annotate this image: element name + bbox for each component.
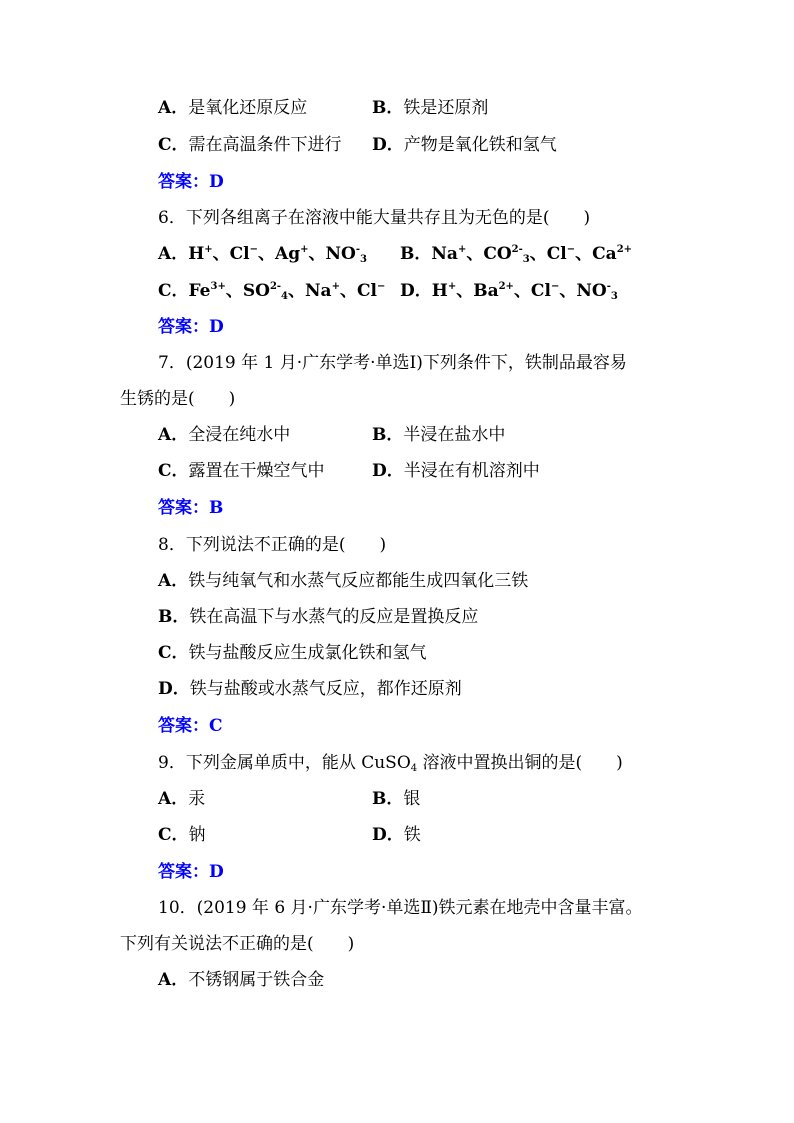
option-text: 不锈钢属于铁合金 [188, 970, 325, 990]
ion-list-a: H+、Cl−、Ag+、$NO^-_3$ [188, 244, 367, 265]
q5-option-a [158, 96, 307, 120]
option-text: 铁 [403, 825, 421, 845]
option-text: 铁与盐酸或水蒸气反应，都作还原剂 [189, 679, 462, 699]
q9-option-c [158, 823, 206, 847]
q8-option-d [158, 677, 462, 701]
option-letter: A． [158, 425, 189, 445]
option-letter: B． [158, 607, 190, 627]
option-letter: B． [372, 789, 404, 809]
stem-text: 溶液中置换出铜的是( ) [417, 753, 623, 773]
q10-stem-line1: 10．(2019 年 6 月·广东学考·单选Ⅱ)铁元素在地壳中含量丰富。 [158, 898, 643, 918]
option-text: 半浸在有机溶剂中 [403, 461, 540, 481]
option-text: 银 [403, 789, 421, 809]
answer-value: D [209, 172, 224, 192]
option-letter: B． [400, 244, 432, 264]
q9-stem [158, 751, 623, 775]
option-letter: A． [158, 571, 189, 591]
option-letter: D． [372, 135, 404, 155]
option-letter: A． [158, 244, 189, 264]
option-letter: A． [158, 970, 189, 990]
answer-value: D [209, 317, 224, 337]
q7-stem-line2: 生锈的是( ) [120, 389, 236, 409]
option-letter: D． [158, 679, 190, 699]
q10-stem-line2: 下列有关说法不正确的是( ) [120, 934, 355, 954]
q6-option-d [400, 279, 618, 303]
q6-answer [158, 315, 224, 339]
answer-value: C [209, 716, 223, 736]
q6-option-a [158, 242, 367, 266]
q5-option-c [158, 133, 342, 157]
option-letter: A． [158, 789, 189, 809]
ion-list-b: Na+、$CO^{2-}_3$、Cl−、$Ca^{2+}$ [431, 244, 633, 265]
option-letter: D． [372, 825, 404, 845]
stem-text: 9．下列金属单质中，能从 CuSO [158, 753, 411, 773]
answer-label: 答案： [158, 172, 209, 192]
option-text: 汞 [188, 789, 206, 809]
q9-answer [158, 860, 224, 884]
q7-answer [158, 496, 223, 520]
option-text: 铁在高温下与水蒸气的反应是置换反应 [189, 607, 479, 627]
q5-option-d [372, 133, 557, 157]
q7-option-d [372, 459, 540, 483]
option-letter: C． [158, 281, 189, 301]
option-text: 钠 [188, 825, 206, 845]
answer-label: 答案： [158, 498, 209, 518]
answer-value: B [209, 498, 224, 518]
ion-list-d: H+、$Ba^{2+}$、Cl−、$NO^-_3$ [431, 281, 618, 302]
option-letter: D． [372, 461, 404, 481]
q5-option-b [372, 96, 488, 120]
ion-list-c: $Fe^{3+}$、$SO^{2-}_4$、Na+、Cl− [188, 281, 386, 302]
option-text: 全浸在纯水中 [188, 425, 291, 445]
q8-option-c [158, 641, 427, 665]
q9-option-d [372, 823, 421, 847]
answer-label: 答案： [158, 862, 209, 882]
q6-option-b [400, 242, 632, 266]
option-letter: B． [372, 425, 404, 445]
option-text: 铁与纯氧气和水蒸气反应都能生成四氧化三铁 [188, 571, 529, 591]
option-letter: C． [158, 135, 189, 155]
option-text: 需在高温条件下进行 [188, 135, 342, 155]
q7-option-c [158, 459, 325, 483]
option-text: 铁与盐酸反应生成氯化铁和氢气 [188, 643, 427, 663]
option-letter: C． [158, 461, 189, 481]
q8-option-b [158, 605, 478, 629]
option-letter: C． [158, 643, 189, 663]
q7-option-b [372, 423, 505, 447]
q10-option-a [158, 968, 324, 992]
option-letter: A． [158, 98, 189, 118]
q5-answer [158, 170, 224, 194]
q8-stem: 8．下列说法不正确的是( ) [158, 535, 387, 555]
option-text: 半浸在盐水中 [403, 425, 506, 445]
q8-option-a [158, 569, 528, 593]
option-letter: C． [158, 825, 189, 845]
q9-option-b [372, 787, 420, 811]
q6-stem: 6．下列各组离子在溶液中能大量共存且为无色的是( ) [158, 208, 591, 228]
stem-subscript: 4 [410, 763, 418, 774]
answer-value: D [209, 862, 224, 882]
q8-answer [158, 714, 223, 738]
q9-option-a [158, 787, 205, 811]
answer-label: 答案： [158, 716, 209, 736]
answer-label: 答案： [158, 317, 209, 337]
option-text: 露置在干燥空气中 [188, 461, 325, 481]
q7-option-a [158, 423, 290, 447]
q7-stem-line1: 7．(2019 年 1 月·广东学考·单选Ⅰ)下列条件下，铁制品最容易 [158, 353, 627, 373]
option-text: 铁是还原剂 [403, 98, 489, 118]
option-text: 产物是氧化铁和氢气 [403, 135, 557, 155]
option-text: 是氧化还原反应 [188, 98, 308, 118]
option-letter: B． [372, 98, 404, 118]
option-letter: D． [400, 281, 432, 301]
q6-option-c [158, 279, 385, 303]
